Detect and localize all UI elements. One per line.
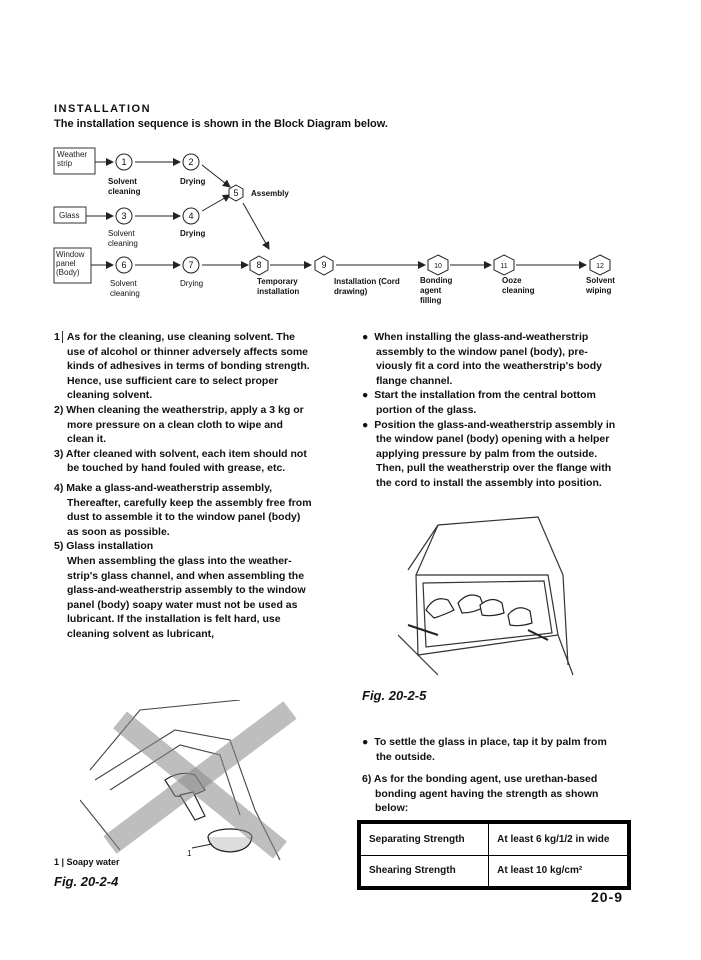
item-1-marker: 1	[54, 331, 63, 343]
step-num: 7	[188, 260, 194, 270]
step-num: 1	[121, 157, 127, 167]
strength-table	[357, 820, 631, 890]
bullet-item: ● To settle the glass in place, tap it by palm from the outside.	[362, 736, 607, 763]
input-label-weather-strip: Weather strip	[57, 150, 88, 168]
item-1-text: As for the cleaning, use cleaning solvent. The use of alcohol or thinner adversely affects some kinds of adhesives in terms of bonding strength. Hence, use sufficient care to select proper cleaning solvent.	[66, 331, 310, 402]
hand-icon	[458, 595, 484, 613]
step-label-8: Temporary installation	[257, 277, 300, 296]
step-label-9: Installation (Cord drawing)	[334, 277, 400, 296]
callout-number: 1	[187, 849, 192, 858]
hand-icon	[508, 608, 532, 626]
step-label-4: Drying	[180, 229, 206, 238]
right-column-top	[362, 330, 621, 491]
input-label-window-panel: Window panel (Body)	[56, 250, 85, 277]
bullet-text: To settle the glass in place, tap it by palm from the outside.	[374, 736, 607, 763]
step-num: 12	[596, 263, 604, 270]
step-label-6: Solvent cleaning	[110, 279, 140, 298]
bullet-text: Start the installation from the central bottom portion of the glass.	[374, 389, 596, 416]
section-title: INSTALLATION	[54, 103, 152, 115]
note-item-6: 6) As for the bonding agent, use urethan-based bonding agent having the strength as shown below:	[362, 773, 599, 815]
step-label-10: Bonding agent filling	[420, 276, 453, 305]
table-row	[361, 824, 628, 856]
step-label-1: Solvent cleaning	[108, 177, 141, 196]
step-num: 8	[256, 260, 262, 270]
table-cell-value: At least 10 kg/cm²	[489, 855, 628, 887]
step-label-3: Solvent cleaning	[108, 229, 138, 248]
step-num: 6	[121, 260, 127, 270]
step-num: 5	[233, 188, 239, 198]
table-cell-label: Separating Strength	[361, 824, 489, 856]
step-label-2: Drying	[180, 177, 206, 186]
figure-20-2-5-illustration	[398, 515, 578, 680]
bullet-text: When installing the glass-and-weatherstrip assembly to the window panel (body), pre-viously fit a cord into the weatherstrip's body flange channel.	[374, 331, 602, 387]
step-label-7: Drying	[180, 279, 204, 288]
note-item-5-title: 5) Glass installation	[54, 540, 154, 553]
note-item-3: 3) After cleaned with solvent, each item should not be touched by hand fouled with grease, etc.	[54, 447, 307, 475]
note-item-4: 4) Make a glass-and-weatherstrip assembly, Thereafter, carefully keep the assembly free from dust to assemble it to the window panel (body) as soon as possible.	[54, 481, 312, 538]
figure-caption-20-2-5: Fig. 20-2-5	[362, 688, 427, 703]
figure-legend: 1 | Soapy water	[54, 857, 120, 867]
note-item-5-text: When assembling the glass into the weather-strip's glass channel, and when assembling the glass-and-weatherstrip assembly to the window panel (body) soapy water must not be used as lubricant. If the installation is felt hard, use cleaning solvent as lubricant,	[67, 554, 306, 640]
bullet-item: ● Start the installation from the central bottom portion of the glass.	[362, 389, 596, 416]
step-num: 4	[188, 211, 194, 221]
step-label-11: Ooze cleaning	[502, 276, 535, 295]
note-item-2: 2) When cleaning the weatherstrip, apply a 3 kg or more pressure on a clean cloth to wipe and clean it.	[54, 403, 304, 446]
figure-20-2-4-illustration	[80, 700, 310, 865]
table-cell-label: Shearing Strength	[361, 855, 489, 887]
bullet-text: Position the glass-and-weatherstrip assembly in the window panel (body) opening with a helper applying pressure by palm from the outside. Then, pull the weatherstrip over the flange with the cord to install the assembly into position.	[374, 418, 616, 489]
hand-icon	[426, 599, 454, 618]
step-num: 9	[321, 260, 327, 270]
step-num: 11	[500, 263, 508, 270]
table-cell-value: At least 6 kg/1/2 in wide	[489, 824, 628, 856]
hand-icon	[480, 599, 504, 615]
left-column	[54, 330, 312, 641]
step-num: 10	[434, 263, 442, 270]
note-item-1	[54, 330, 312, 403]
input-label-glass: Glass	[59, 211, 80, 220]
step-num: 3	[121, 211, 127, 221]
step-label-5: Assembly	[251, 189, 289, 198]
page-number: 20-9	[591, 889, 624, 905]
bullet-item: ● When installing the glass-and-weatherstrip assembly to the window panel (body), pre-viously fit a cord into the weatherstrip's body flange channel.	[362, 331, 602, 387]
table-row	[361, 855, 628, 887]
step-label-12: Solvent wiping	[586, 276, 615, 295]
step-num: 2	[188, 157, 194, 167]
figure-caption-20-2-4: Fig. 20-2-4	[54, 874, 119, 889]
bullet-item: ● Position the glass-and-weatherstrip assembly in the window panel (body) opening with a helper applying pressure by palm from the outside. Then, pull the weatherstrip over the flange with the cord to install the assembly into position.	[362, 418, 616, 489]
right-column-bottom	[362, 735, 621, 816]
intro-text: The installation sequence is shown in the Block Diagram below.	[54, 118, 388, 130]
